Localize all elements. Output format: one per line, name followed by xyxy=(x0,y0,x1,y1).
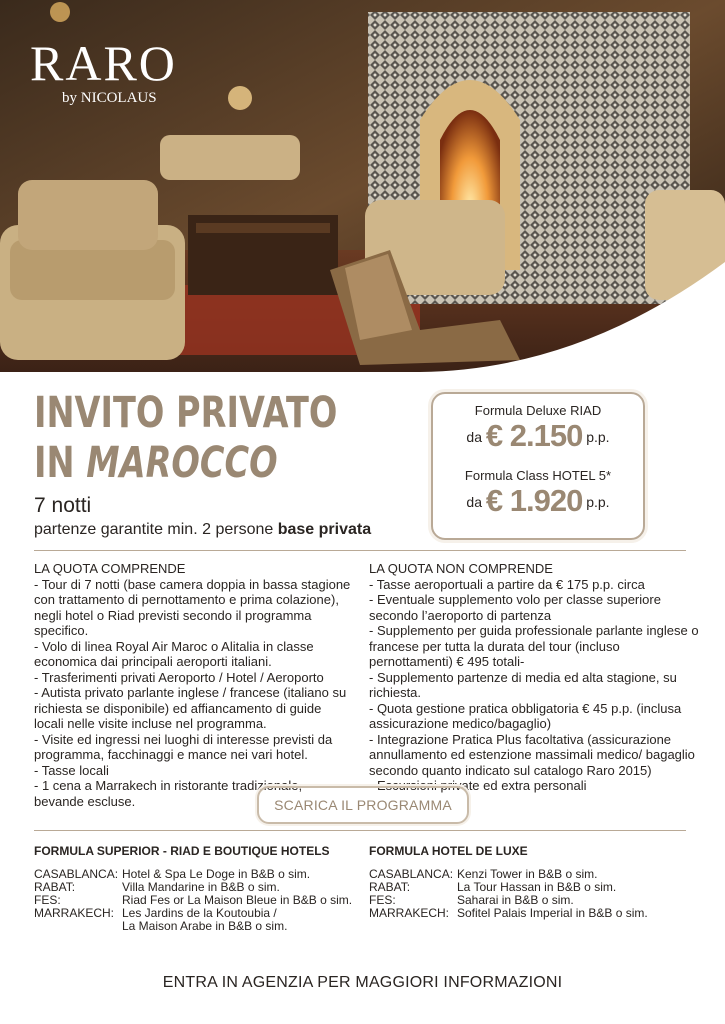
price-2-amount: € 1.920 xyxy=(485,483,583,518)
includes-item: - Visite ed ingressi nei luoghi di interesse previsti da programma, facchinaggi e mance nei vari hotel. xyxy=(34,731,333,762)
nights-label: 7 notti xyxy=(34,494,92,517)
includes-item: - Tasse locali xyxy=(34,762,109,778)
excludes-item: - Eventuale supplemento volo per classe superiore secondo l’aeroporto di partenza xyxy=(369,592,661,623)
price-option-1 xyxy=(433,418,643,454)
hotel-row xyxy=(34,920,352,933)
title-line-2 xyxy=(34,438,337,488)
price-1-prefix: da xyxy=(466,429,482,445)
formula-luxe-table xyxy=(369,868,648,920)
title-line-2-prefix: IN xyxy=(34,438,75,488)
price-1-amount: € 2.150 xyxy=(485,418,583,453)
city-label: RABAT: xyxy=(369,880,411,894)
hotel-row xyxy=(369,907,648,920)
price-option-2 xyxy=(433,483,643,519)
hotel-name: Les Jardins de la Koutoubia / xyxy=(122,906,277,920)
price-option-1-label: Formula Deluxe RIAD xyxy=(474,403,602,418)
city-label: RABAT: xyxy=(34,880,76,894)
excludes-item: - Supplemento per guida professionale parlante inglese o francese per tutta la durata del tour (incluso pernottamenti) € 495 totali- xyxy=(369,623,699,669)
hotel-name: La Tour Hassan in B&B o sim. xyxy=(457,880,617,894)
logo-main: RARO xyxy=(30,35,177,91)
hotel-name: Villa Mandarine in B&B o sim. xyxy=(122,880,280,894)
city-label xyxy=(34,920,122,933)
excludes-section xyxy=(369,561,699,794)
divider-top xyxy=(34,550,686,551)
includes-item: - Autista privato parlante inglese / francese (italiano su richiesta se disponibile) ed affiancamento di guide locali nelle visite incluse nel programma. xyxy=(34,685,347,731)
includes-item: - Trasferimenti privati Aeroporto / Hotel / Aeroporto xyxy=(34,669,324,685)
city-label: CASABLANCA: xyxy=(369,867,454,881)
page-title xyxy=(34,388,337,488)
includes-item: - Tour di 7 notti (base camera doppia in bassa stagione con trattamento di pernottamento e prima colazione), negli hotel o Riad previsti secondo il programma specifico. xyxy=(34,576,351,638)
raro-logo xyxy=(30,35,177,107)
hotel-name: Kenzi Tower in B&B o sim. xyxy=(457,867,598,881)
city-label: FES: xyxy=(34,893,61,907)
departures-bold: base privata xyxy=(277,521,372,538)
title-destination: MAROCCO xyxy=(86,438,278,488)
title-line-1: INVITO PRIVATO xyxy=(34,388,338,438)
excludes-item: - Tasse aeroportuali a partire da € 175 p.p. circa xyxy=(369,576,645,592)
excludes-item: - Quota gestione pratica obbligatoria € 45 p.p. (inclusa assicurazione medico/bagaglio) xyxy=(369,700,682,731)
footer-cta: ENTRA IN AGENZIA PER MAGGIORI INFORMAZIONI xyxy=(162,974,563,991)
city-label: MARRAKECH: xyxy=(34,906,115,920)
includes-title: LA QUOTA COMPRENDE xyxy=(34,561,186,576)
hotel-name: Saharai in B&B o sim. xyxy=(457,893,574,907)
price-box xyxy=(431,392,645,540)
excludes-item: - Integrazione Pratica Plus facoltativa (assicurazione annullamento ed estenzione massimali medico/ bagaglio secondo quanto indicato sul catalogo Raro 2015) xyxy=(369,731,695,778)
city-label: FES: xyxy=(369,893,396,907)
hotel-name: Hotel & Spa Le Doge in B&B o sim. xyxy=(122,867,311,881)
price-2-prefix: da xyxy=(466,494,482,510)
departures-note xyxy=(34,521,371,539)
download-program-button[interactable]: SCARICA IL PROGRAMMA xyxy=(257,786,469,824)
city-label: CASABLANCA: xyxy=(34,867,119,881)
price-option-2-label: Formula Class HOTEL 5* xyxy=(464,468,612,483)
logo-sub: by NICOLAUS xyxy=(62,90,157,106)
price-1-suffix: p.p. xyxy=(586,429,610,445)
hotel-name: Sofitel Palais Imperial in B&B o sim. xyxy=(457,906,648,920)
departures-text: partenze garantite min. 2 persone xyxy=(34,521,274,538)
formula-superior-title: FORMULA SUPERIOR - RIAD E BOUTIQUE HOTELS xyxy=(34,844,330,858)
excludes-title: LA QUOTA NON COMPRENDE xyxy=(369,561,553,576)
price-2-suffix: p.p. xyxy=(586,494,610,510)
includes-item: - Volo di linea Royal Air Maroc o Alitalia in classe economica dai principali aeroporti italiani. xyxy=(34,638,314,669)
city-label: MARRAKECH: xyxy=(369,906,450,920)
excludes-item: - Escursioni private ed extra personali xyxy=(369,778,587,793)
excludes-item: - Supplemento partenze di media ed alta stagione, su richiesta. xyxy=(369,669,677,700)
hotel-name: Riad Fes or La Maison Bleue in B&B o sim. xyxy=(122,893,353,907)
includes-section xyxy=(34,561,354,809)
formula-luxe-title: FORMULA HOTEL DE LUXE xyxy=(369,844,528,858)
hotel-name: La Maison Arabe in B&B o sim. xyxy=(122,919,288,933)
formula-superior-table xyxy=(34,868,352,933)
includes-item: - 1 cena a Marrakech in ristorante tradizionale, bevande escluse. xyxy=(34,778,303,809)
hero-image xyxy=(0,0,725,372)
divider-bottom xyxy=(34,830,686,831)
